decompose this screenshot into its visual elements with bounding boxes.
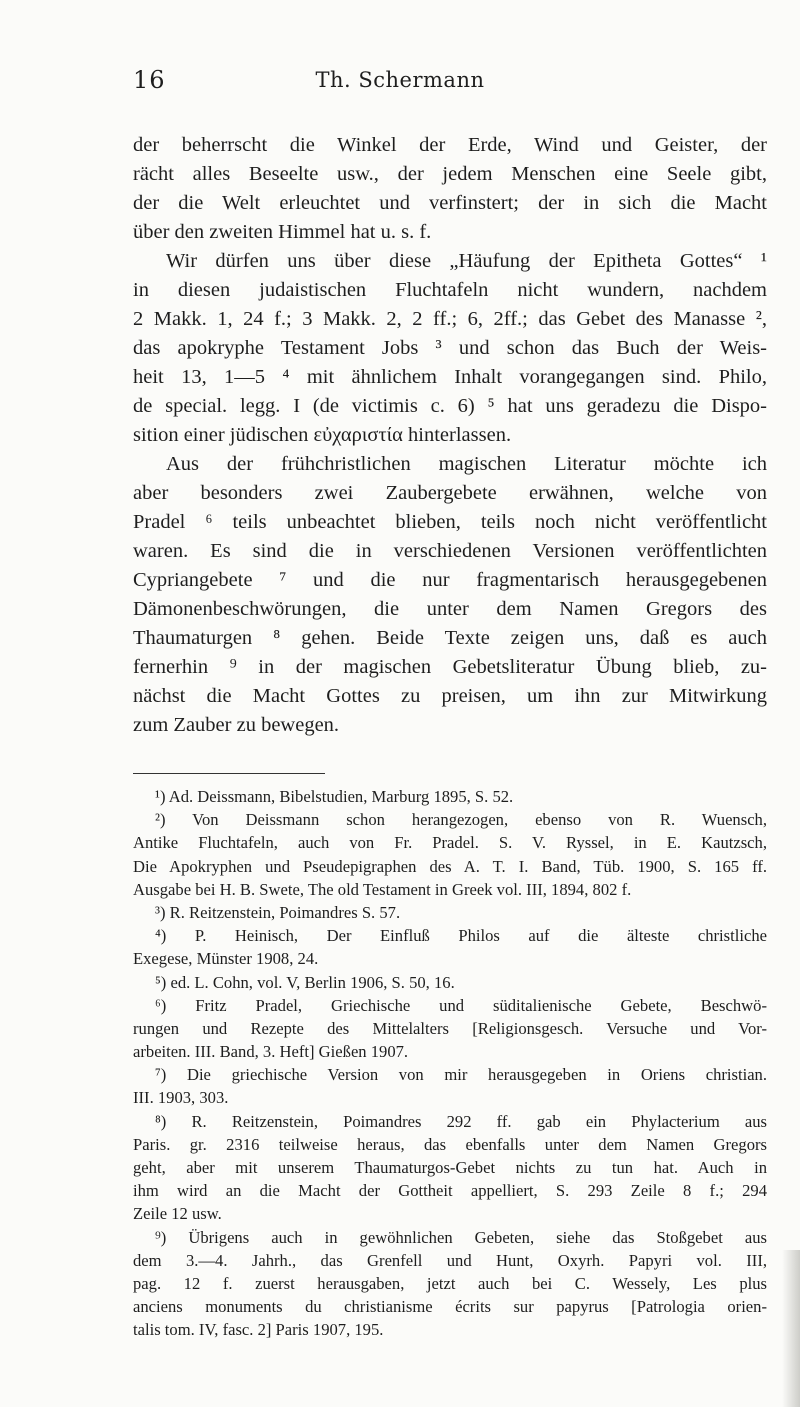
text-line: Pradel ⁶ teils unbeachtet blieben, teils noch nicht veröffentlicht <box>133 511 767 533</box>
footnote-1 <box>133 785 767 808</box>
footnote-line: geht, aber mit unserem Thaumaturgos-Gebet nichts zu tun hat. Auch in <box>133 1158 767 1177</box>
text-line: zum Zauber zu bewegen. <box>133 714 340 736</box>
footnote-line: ⁷) Die griechische Version von mir herausgegeben in Oriens christian. <box>155 1065 767 1085</box>
footnote-line: Die Apokryphen und Pseudepigraphen des A. T. I. Band, Tüb. 1900, S. 165 ff. <box>133 856 767 876</box>
page-header <box>0 66 800 100</box>
footnote-3 <box>133 901 767 924</box>
footnote-line: ⁸) R. Reitzenstein, Poimandres 292 ff. gab ein Phylacterium aus <box>155 1111 767 1131</box>
footnote-line: pag. 12 f. zuerst herausgaben, jetzt auch bei C. Wessely, Les plus <box>133 1273 767 1293</box>
footnote-line: anciens monuments du christianisme écrits sur papyrus [Patrologia orien- <box>133 1297 767 1317</box>
footnote-5 <box>133 971 767 994</box>
footnote-line: Zeile 12 usw. <box>133 1204 222 1224</box>
text-line: Dämonenbeschwörungen, die unter dem Namen Gregors des <box>133 598 767 620</box>
text-line: aber besonders zwei Zaubergebete erwähnen, welche von <box>133 482 767 504</box>
footnote-line: arbeiten. III. Band, 3. Heft] Gießen 1907. <box>133 1042 409 1062</box>
footnote-line: talis tom. IV, fasc. 2] Paris 1907, 195. <box>133 1320 384 1340</box>
footnotes <box>133 785 767 1342</box>
main-text <box>133 131 767 740</box>
running-head: Th. Schermann <box>315 68 485 92</box>
footnote-line: rungen und Rezepte des Mittelalters [Religionsgesch. Versuche und Vor- <box>133 1018 767 1038</box>
text-line: 2 Makk. 1, 24 f.; 3 Makk. 2, 2 ff.; 6, 2ff.; das Gebet des Manasse ², <box>133 308 767 330</box>
text-line: der beherrscht die Winkel der Erde, Wind und Geister, der <box>133 134 767 156</box>
page-edge-shadow <box>782 1250 800 1407</box>
text-line: sition einer jüdischen εὐχαριστία hinterlassen. <box>133 424 512 446</box>
text-line: de special. legg. I (de victimis c. 6) ⁵ hat uns geradezu die Dispo- <box>133 395 767 417</box>
footnote-line: ³) R. Reitzenstein, Poimandres S. 57. <box>155 902 401 922</box>
footnote-line: ⁵) ed. L. Cohn, vol. V, Berlin 1906, S. 50, 16. <box>155 972 455 992</box>
footnote-7 <box>133 1063 767 1109</box>
footnote-line: ⁶) Fritz Pradel, Griechische und süditalienische Gebete, Beschwö- <box>155 995 767 1015</box>
footnote-line: dem 3.—4. Jahrh., das Grenfell und Hunt, Oxyrh. Papyri vol. III, <box>133 1250 767 1270</box>
text-line: Cypriangebete ⁷ und die nur fragmentarisch herausgegebenen <box>133 569 767 591</box>
footnote-line: Exegese, Münster 1908, 24. <box>133 949 319 969</box>
text-line: der die Welt erleuchtet und verfinstert; der in sich die Macht <box>133 192 767 214</box>
footnote-9 <box>133 1226 767 1342</box>
footnote-separator <box>133 773 325 774</box>
footnote-4 <box>133 924 767 970</box>
footnote-line: ⁹) Übrigens auch in gewöhnlichen Gebeten, siehe das Stoßgebet aus <box>155 1227 767 1247</box>
footnote-line: ihm wird an die Macht der Gottheit appelliert, S. 293 Zeile 8 f.; 294 <box>133 1181 767 1201</box>
text-line: Wir dürfen uns über diese „Häufung der Epitheta Gottes“ ¹ <box>166 250 767 272</box>
footnote-8 <box>133 1110 767 1226</box>
footnote-line: III. 1903, 303. <box>133 1088 229 1108</box>
footnote-line: ¹) Ad. Deissmann, Bibelstudien, Marburg 1895, S. 52. <box>155 787 514 806</box>
footnote-line: Paris. gr. 2316 teilweise heraus, das ebenfalls unter dem Namen Gregors <box>133 1134 767 1154</box>
footnote-line: Antike Fluchtafeln, auch von Fr. Pradel. S. V. Ryssel, in E. Kautzsch, <box>133 833 767 853</box>
text-line: Thaumaturgen ⁸ gehen. Beide Texte zeigen uns, daß es auch <box>133 627 767 649</box>
text-line: Aus der frühchristlichen magischen Literatur möchte ich <box>166 453 767 475</box>
text-line: fernerhin ⁹ in der magischen Gebetsliteratur Übung blieb, zu- <box>133 656 767 678</box>
footnote-2 <box>133 808 767 901</box>
text-line: nächst die Macht Gottes zu preisen, um ihn zur Mitwirkung <box>133 685 767 707</box>
footnote-line: ⁴) P. Heinisch, Der Einfluß Philos auf die älteste christliche <box>155 926 767 946</box>
footnote-line: ²) Von Deissmann schon herangezogen, ebenso von R. Wuensch, <box>155 810 767 830</box>
page-number: 16 <box>133 66 166 94</box>
text-line: heit 13, 1—5 ⁴ mit ähnlichem Inhalt vorangegangen sind. Philo, <box>133 366 767 388</box>
text-line: das apokryphe Testament Jobs ³ und schon das Buch der Weis- <box>133 337 767 359</box>
footnote-line: Ausgabe bei H. B. Swete, The old Testament in Greek vol. III, 1894, 802 f. <box>133 879 632 899</box>
text-line: waren. Es sind die in verschiedenen Versionen veröffentlichten <box>133 540 767 562</box>
footnote-6 <box>133 994 767 1064</box>
text-line: rächt alles Beseelte usw., der jedem Menschen eine Seele gibt, <box>133 163 767 185</box>
text-line: in diesen judaistischen Fluchtafeln nicht wundern, nachdem <box>133 279 767 301</box>
text-line: über den zweiten Himmel hat u. s. f. <box>133 221 432 243</box>
